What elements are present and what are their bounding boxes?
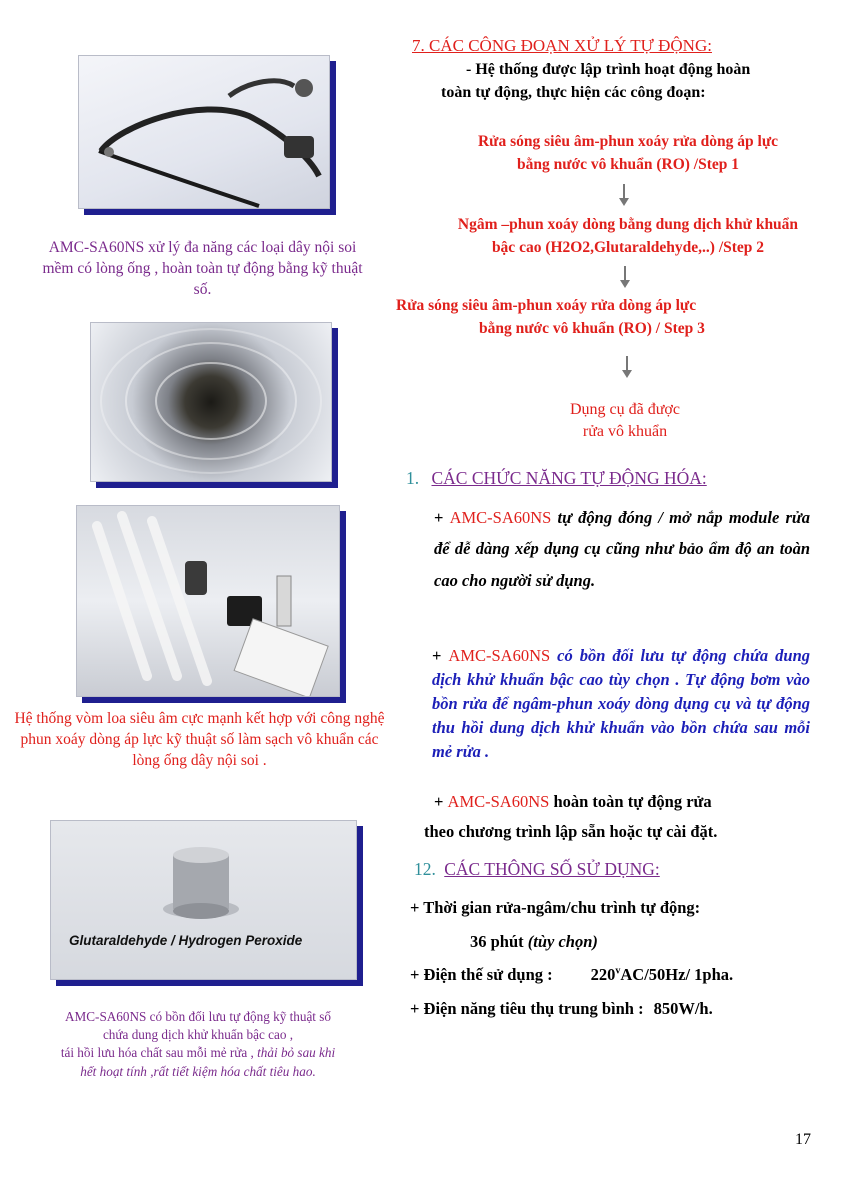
endoscope-photo bbox=[78, 55, 330, 209]
auto-item-1: + AMC-SA60NS tự động đóng / mở nắp module rửa để dễ dàng xếp dụng cụ cũng như bảo ẩm độ an toàn cao cho người sử dụng. bbox=[434, 508, 810, 590]
process-result: Dụng cụ đã được rửa vô khuẩn bbox=[570, 401, 680, 440]
auto-item-3-cont: theo chương trình lập sẵn hoặc tự cài đặt. bbox=[424, 822, 718, 841]
chemical-caption-line4: hết hoạt tính ,rất tiết kiệm hóa chất tiêu hao. bbox=[80, 1063, 316, 1079]
down-arrow-icon bbox=[620, 266, 630, 288]
spec-cycle-time-value: 36 phút (tùy chọn) bbox=[470, 932, 598, 951]
vortex-photo bbox=[90, 322, 332, 482]
auto-item-2: + AMC-SA60NS có bồn đối lưu tự động chứa dung dịch khử khuẩn bậc cao tùy chọn . Tự động bơm vào bồn rửa để ngâm-phun xoáy dòng dụng cụ và tự động thu hồi dung dịch khử khuẩn vào bồn chứa sau mỗi mẻ rửa . bbox=[432, 646, 810, 761]
process-step-3: Rửa sóng siêu âm-phun xoáy rửa dòng áp lực bằng nước vô khuẩn (RO) / Step 3 bbox=[396, 297, 705, 338]
process-step-2: Ngâm –phun xoáy dòng bằng dung dịch khử khuẩn bậc cao (H2O2,Glutaraldehyde,..) /Step 2 bbox=[457, 216, 799, 257]
auto-section-heading: 1. CÁC CHỨC NĂNG TỰ ĐỘNG HÓA: bbox=[406, 468, 707, 488]
endoscope-caption: AMC-SA60NS xử lý đa năng các loại dây nội soi mềm có lòng ống , hoàn toàn tự động bằng kỹ thuật số. bbox=[42, 239, 363, 298]
section7-intro-line1: - Hệ thống được lập trình hoạt động hoàn bbox=[466, 61, 751, 78]
chemical-caption-line2: chứa dung dịch khử khuẩn bậc cao , bbox=[102, 1027, 294, 1043]
page-number: 17 bbox=[795, 1131, 811, 1148]
spec-power: + Điện năng tiêu thụ trung bình : 850W/h. bbox=[410, 999, 713, 1018]
connectors-illustration bbox=[77, 506, 339, 696]
spec-cycle-time-label: + Thời gian rửa-ngâm/chu trình tự động: bbox=[410, 898, 701, 917]
ultrasonic-caption: Hệ thống vòm loa siêu âm cực mạnh kết hợp với công nghệ phun xoáy dòng áp lực kỹ thuật số làm sạch vô khuẩn các lòng ống dây nội soi . bbox=[14, 710, 385, 769]
spec-voltage: + Điện thế sử dụng : 220$^v$AC/50Hz/ 1pha. bbox=[410, 965, 734, 984]
process-step-1: Rửa sóng siêu âm-phun xoáy rửa dòng áp lực bằng nước vô khuẩn (RO) /Step 1 bbox=[477, 133, 779, 174]
chemical-caption-line1: AMC-SA60NS có bồn đối lưu tự động kỹ thuật số bbox=[65, 1009, 331, 1024]
chemical-caption-line3: tái hồi lưu hóa chất sau mỗi mẻ rửa , thải bỏ sau khi bbox=[60, 1045, 336, 1061]
section7-intro-line2: toàn tự động, thực hiện các công đoạn: bbox=[441, 84, 706, 101]
endoscope-illustration bbox=[79, 56, 329, 208]
down-arrow-icon bbox=[619, 184, 629, 206]
cap-illustration bbox=[51, 821, 356, 979]
vortex-illustration bbox=[91, 323, 331, 481]
auto-item-3: + AMC-SA60NS hoàn toàn tự động rửa bbox=[434, 792, 712, 811]
chemical-caption bbox=[28, 1008, 368, 1081]
section7-heading: 7. CÁC CÔNG ĐOẠN XỬ LÝ TỰ ĐỘNG: bbox=[412, 36, 712, 55]
chemical-photo bbox=[50, 820, 357, 980]
down-arrow-icon bbox=[622, 356, 632, 378]
connectors-photo bbox=[76, 505, 340, 697]
chemical-label: Glutaraldehyde / Hydrogen Peroxide bbox=[69, 933, 303, 948]
specs-heading: 12. CÁC THÔNG SỐ SỬ DỤNG: bbox=[414, 859, 660, 879]
